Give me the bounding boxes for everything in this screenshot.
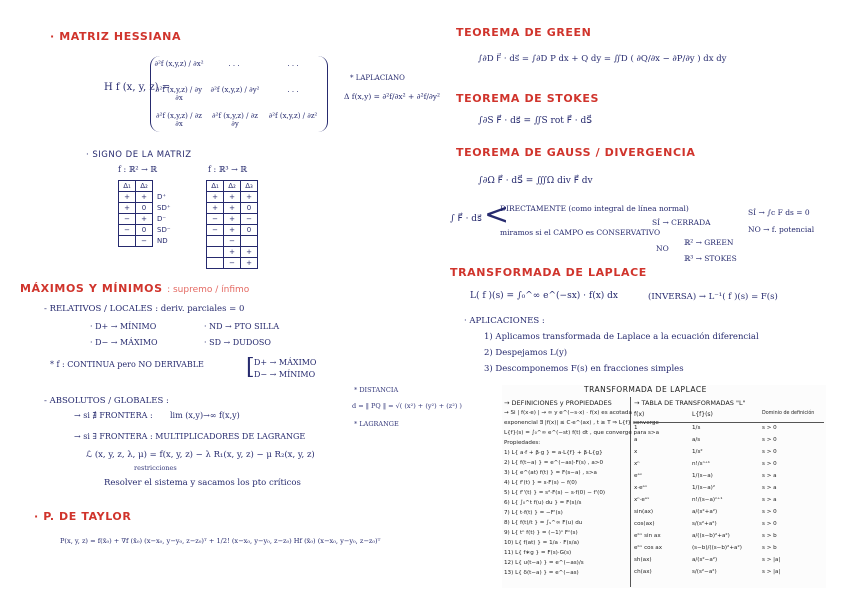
sign-cell: −	[119, 214, 136, 225]
laplace-definition-line: 3) L{ e^(at) f(t) } = F(s−a) , s>a	[504, 470, 597, 476]
sign-header-cell: Δ₁	[207, 181, 224, 192]
sign-cell: −	[136, 236, 153, 247]
laplace-title: TRANSFORMADA DE LAPLACE	[450, 266, 647, 279]
laplace-table-header-rule	[634, 422, 824, 423]
hessiana-m32: ∂²f (x,y,z) / ∂z ∂y	[212, 112, 258, 128]
sign-cell: +	[136, 214, 153, 225]
signo-title: · SIGNO DE LA MATRIZ	[86, 150, 192, 160]
laplace-definition-line: 6) L{ ∫₀^t f(u) du } = F(s)/s	[504, 500, 582, 506]
laplace-table-cell: a/(s²+a²)	[692, 509, 718, 515]
laplace-definition-line: 5) L{ f''(t) } = s²·F(s) − s·f(0) − f'(0)	[504, 490, 606, 496]
laplace-table-cell: sh(ax)	[634, 557, 652, 563]
laplace-table-cell: s > a	[762, 497, 777, 503]
continua-case-2: D− → MÍNIMO	[254, 370, 316, 379]
laplace-definition-line: 1) L{ a·f + β·g } = a·L{f} + β·L{g}	[504, 450, 603, 456]
laplace-table-cell: xⁿ·eᵃˣ	[634, 497, 650, 503]
sign-cell: +	[224, 192, 241, 203]
sign-header-cell: Δ₃	[241, 181, 258, 192]
hessiana-m12: · · ·	[228, 62, 240, 70]
green-formula: ∫∂D F⃗ · ds⃗ = ∫∂D P dx + Q dy = ∬D ( ∂Q/∂x − ∂P/∂y ) dx dy	[478, 54, 727, 64]
laplace-table-cell: s > b	[762, 545, 777, 551]
gauss-no-label: NO	[656, 244, 669, 253]
laplace-table-column-header: L{f}(s)	[692, 411, 713, 418]
maximos-subtitle: : supremo / ínfimo	[167, 285, 250, 295]
laplace-table-cell: cos(ax)	[634, 521, 655, 527]
laplace-table-cell: n!/sⁿ⁺¹	[692, 461, 711, 467]
laplace-definition-line: 11) L{ f∗g } = F(s)·G(s)	[504, 550, 572, 556]
sign-cell: +	[224, 203, 241, 214]
sign-cell	[119, 236, 136, 247]
relativos-d-minus: · D− → MÁXIMO	[90, 338, 158, 347]
signo-r2-label: f : ℝ² → ℝ	[118, 165, 158, 174]
laplace-table-row	[634, 437, 824, 449]
sign-table-row	[207, 225, 258, 236]
laplace-definition-line: 12) L{ u(t−a) } = e^(−as)/s	[504, 560, 584, 566]
laplace-definition-line: Propiedades:	[504, 440, 541, 446]
laplace-table-cell: s > 0	[762, 521, 777, 527]
laplace-definition-line: exponencial ∃ |f(x)| ≤ C·e^(ax) , t ≥ T ⇒ L{f} converge	[504, 420, 659, 426]
laplaciano-label: * LAPLACIANO	[350, 74, 405, 82]
sign-cell: +	[224, 247, 241, 258]
sign-table-row	[119, 203, 184, 214]
laplace-table-cell: sin(ax)	[634, 509, 654, 515]
laplace-definition-line: 13) L{ δ(t−a) } = e^(−as)	[504, 570, 579, 576]
laplace-table-cell: s > b	[762, 533, 777, 539]
sign-table-row	[119, 214, 184, 225]
gauss-si-no: NO → f. potencial	[748, 225, 815, 234]
resolver-line: Resolver el sistema y sacamos los pto críticos	[104, 478, 301, 488]
sign-cell: +	[241, 258, 258, 269]
sign-table-row	[119, 236, 184, 247]
sign-cell: +	[224, 225, 241, 236]
gauss-title: TEOREMA DE GAUSS / DIVERGENCIA	[456, 146, 696, 159]
signo-table-r2	[118, 180, 184, 247]
green-title: TEOREMA DE GREEN	[456, 26, 592, 39]
laplace-table-cell: s > 0	[762, 509, 777, 515]
laplace-definition-line: 8) L{ f(t)/t } = ∫ₛ^∞ F(u) du	[504, 520, 583, 526]
laplace-definition-line: 4) L{ f'(t) } = s·F(s) − f(0)	[504, 480, 577, 486]
laplace-table-cell: s > a	[762, 473, 777, 479]
distancia-formula: d = ‖ PQ ‖ = √( (x²) + (y²) + (z²) )	[352, 402, 462, 410]
laplace-definition-line: → Si | f(x·e) | → ∞ y e^(−s·x) · f(x) es acotada	[504, 410, 632, 416]
laplace-table-cell: eᵃˣ	[634, 473, 643, 479]
sign-cell	[241, 236, 258, 247]
sign-cell: 0	[241, 203, 258, 214]
relativos-d-plus: · D+ → MÍNIMO	[90, 322, 157, 331]
gauss-formula: ∫∂Ω F⃗ · dS⃗ = ∭Ω div F⃗ dv	[478, 176, 593, 186]
taylor-title: · P. DE TAYLOR	[34, 510, 132, 523]
continua-bracket: [	[246, 355, 255, 380]
sign-table-row	[119, 225, 184, 236]
hessiana-m23: · · ·	[287, 88, 299, 96]
sign-header-cell: Δ₂	[136, 181, 153, 192]
hessiana-title: · MATRIZ HESSIANA	[50, 30, 182, 43]
laplace-table-cell: eᵇˣ sin ax	[634, 533, 661, 539]
hessiana-m33: ∂²f (x,y,z) / ∂z²	[268, 112, 318, 120]
laplace-definition-line: L{f}(s) = ∫₀^∞ e^(−st) f(t) dt , que converge para s>a	[504, 430, 660, 436]
laplace-formula: L( f )(s) = ∫₀^∞ e^(−sx) · f(x) dx	[470, 291, 618, 301]
laplace-table-right-header: → TABLA DE TRANSFORMADAS "L"	[634, 399, 746, 407]
laplace-table-cell: s/(s²−a²)	[692, 569, 717, 575]
no-frontera-label: → si ∄ FRONTERA :	[74, 411, 153, 420]
laplace-table-title: TRANSFORMADA DE LAPLACE	[584, 385, 707, 394]
laplace-table-column-header: Dominio de definición	[762, 411, 815, 416]
sign-header-spacer	[153, 181, 184, 192]
sign-table-row	[207, 247, 258, 258]
laplace-step-3: 3) Descomponemos F(s) en fracciones simples	[484, 364, 684, 374]
sign-table-row	[207, 203, 258, 214]
laplace-table-row	[634, 425, 824, 437]
gauss-r2-green: ℝ² → GREEN	[684, 238, 734, 247]
laplace-definition-line: 2) L{ f(t−a) } = e^(−as)·F(s) , a>0	[504, 460, 603, 466]
continua-line: * f : CONTINUA pero NO DERIVABLE	[50, 360, 204, 369]
hessiana-m11: ∂²f (x,y,z) / ∂x²	[154, 60, 204, 68]
continua-case-1: D+ → MÁXIMO	[254, 358, 317, 367]
laplace-table-row	[634, 461, 824, 473]
laplace-table-row	[634, 569, 824, 581]
laplace-table-cell: a/(s²−a²)	[692, 557, 718, 563]
relativos-nd: · ND → PTO SILLA	[204, 322, 280, 331]
maximos-title	[20, 282, 249, 295]
relativos-sd: · SD → DUDOSO	[204, 338, 271, 347]
laplace-table-cell: a/s	[692, 437, 701, 443]
sign-cell: SD⁻	[157, 226, 171, 234]
laplace-table-cell: s/(s²+a²)	[692, 521, 717, 527]
sign-cell: +	[119, 192, 136, 203]
lagrange-note: * LAGRANGE	[354, 420, 399, 428]
laplace-table-row	[634, 557, 824, 569]
sign-cell: +	[119, 203, 136, 214]
laplace-table-cell: s > |a|	[762, 557, 781, 563]
laplace-table-cell: eᵇˣ cos ax	[634, 545, 663, 551]
sign-cell: D⁺	[157, 193, 167, 201]
sign-cell: −	[119, 225, 136, 236]
laplace-table-cell: 1	[634, 425, 638, 431]
laplace-table-cell: s > 0	[762, 425, 777, 431]
absolutos-line: - ABSOLUTOS / GLOBALES :	[44, 396, 169, 406]
gauss-si-yes: SÍ → ∫c F ds = 0	[748, 208, 810, 217]
laplace-table-row	[634, 545, 824, 557]
laplace-table-cell: s > 0	[762, 461, 777, 467]
sign-cell: +	[224, 214, 241, 225]
laplace-table-cell: 1/s²	[692, 449, 703, 455]
laplaciano-formula: Δ f(x,y) = ∂²f/∂x² + ∂²f/∂y²	[344, 92, 440, 101]
hessiana-lhs: H f (x, y, z) =	[104, 82, 171, 93]
laplace-step-1: 1) Aplicamos transformada de Laplace a la ecuación diferencial	[484, 332, 759, 342]
laplace-table-cell: 1/(s−a)	[692, 473, 713, 479]
hessiana-m13: · · ·	[287, 62, 299, 70]
sign-cell: −	[207, 225, 224, 236]
laplace-table-cell: 1/s	[692, 425, 701, 431]
sign-cell	[207, 236, 224, 247]
laplace-definition-line: 9) L{ tⁿ f(t) } = (−1)ⁿ Fⁿ(s)	[504, 530, 578, 536]
hessiana-m31: ∂²f (x,y,z) / ∂z ∂x	[156, 112, 202, 128]
laplace-table-cell: s > a	[762, 485, 777, 491]
laplace-table-row	[634, 509, 824, 521]
distancia-label: * DISTANCIA	[354, 386, 399, 394]
sign-table-row	[207, 192, 258, 203]
gauss-si-label: SÍ → CERRADA	[652, 218, 711, 227]
laplace-table-cell: x	[634, 449, 638, 455]
sign-table-row	[207, 214, 258, 225]
laplace-table-row	[634, 521, 824, 533]
sign-header-cell: Δ₂	[224, 181, 241, 192]
restricciones-note: restricciones	[134, 464, 177, 472]
sign-cell: D⁻	[157, 215, 167, 223]
maximos-title-text: MÁXIMOS Y MÍNIMOS	[20, 282, 163, 295]
laplace-table-cell: (s−b)/((s−b)²+a²)	[692, 545, 742, 551]
sign-cell: +	[241, 192, 258, 203]
sign-cell: 0	[136, 203, 153, 214]
relativos-line: - RELATIVOS / LOCALES : deriv. parciales = 0	[44, 304, 245, 314]
laplace-table-cell: xⁿ	[634, 461, 640, 467]
laplace-table-cell: x·eᵃˣ	[634, 485, 648, 491]
laplace-table-cell: 1/(s−a)²	[692, 485, 716, 491]
laplace-definition-line: 10) L{ f(at) } = 1/a · F(s/a)	[504, 540, 580, 546]
sign-cell: 0	[241, 225, 258, 236]
laplace-table-cell: ch(ax)	[634, 569, 652, 575]
hessiana-m22: ∂²f (x,y,z) / ∂y²	[210, 86, 260, 94]
laplace-table-cell: a	[634, 437, 638, 443]
laplace-table-column-header: f(x)	[634, 411, 645, 418]
sign-cell: +	[207, 192, 224, 203]
laplace-table-rows	[634, 425, 824, 581]
taylor-formula: P(x, y, z) = f(x̄₀) + ∇f (x̄₀) (x−x₀, y−y₀, z−z₀)ᵀ + 1/2! (x−x₀, y−y₀, z−z₀) Hf (x̄₀) (x−x₀, y−y₀, z−z₀)ᵀ	[60, 537, 381, 545]
laplace-table-cell: s > 0	[762, 449, 777, 455]
sign-cell: −	[224, 258, 241, 269]
frontera-line: → si ∃ FRONTERA : MULTIPLICADORES DE LAGRANGE	[74, 432, 306, 441]
sign-table-row	[207, 258, 258, 269]
laplace-table-row	[634, 449, 824, 461]
gauss-brace: <	[484, 197, 510, 232]
laplace-table-cell: s > |a|	[762, 569, 781, 575]
sign-cell	[207, 247, 224, 258]
laplace-table-sheet	[502, 385, 826, 588]
sign-cell: −	[224, 236, 241, 247]
laplace-table-cell: n!/(s−a)ⁿ⁺¹	[692, 497, 723, 503]
laplace-definition-line: 7) L{ t·f(t) } = −F'(s)	[504, 510, 563, 516]
lagrange-formula: ℒ (x, y, z, λ, μ) = f(x, y, z) − λ R₁(x, y, z) − μ R₂(x, y, z)	[86, 450, 315, 460]
gauss-mirar: miramos si el CAMPO es CONSERVATIVO	[500, 228, 661, 237]
sign-cell: +	[207, 203, 224, 214]
sign-cell: −	[241, 214, 258, 225]
laplace-step-2: 2) Despejamos L(y)	[484, 348, 568, 358]
sign-header-cell: Δ₁	[119, 181, 136, 192]
laplace-table-column-headers	[634, 411, 824, 421]
signo-table-r3	[206, 180, 258, 269]
laplace-aplicaciones: · APLICACIONES :	[464, 316, 545, 326]
gauss-r3-stokes: ℝ³ → STOKES	[684, 254, 737, 263]
sign-cell: +	[136, 192, 153, 203]
no-frontera-formula: lim (x,y)→∞ f(x,y)	[170, 411, 240, 420]
stokes-title: TEOREMA DE STOKES	[456, 92, 600, 105]
laplace-table-left-header: → DEFINICIONES y PROPIEDADES	[504, 399, 612, 407]
hessiana-m21: ∂²f (x,y,z) / ∂y ∂x	[155, 86, 203, 102]
stokes-formula: ∫∂S F⃗ · ds⃗ = ∬S rot F⃗ · dS⃗	[478, 116, 592, 126]
sign-table-row	[119, 192, 184, 203]
signo-r3-label: f : ℝ³ → ℝ	[208, 165, 248, 174]
sign-cell: −	[207, 214, 224, 225]
sign-table-row	[207, 236, 258, 247]
laplace-inversa: (INVERSA) → L⁻¹( f )(s) = F(s)	[648, 292, 778, 302]
laplace-table-row	[634, 533, 824, 545]
gauss-integral: ∫ F⃗ · ds⃗	[450, 214, 482, 224]
sign-cell: +	[241, 247, 258, 258]
gauss-directo: DIRECTAMENTE (como integral de línea normal)	[500, 204, 689, 213]
sign-cell	[207, 258, 224, 269]
sign-cell: ND	[157, 237, 168, 245]
sign-cell: SD⁺	[157, 204, 171, 212]
laplace-table-cell: a/((s−b)²+a²)	[692, 533, 730, 539]
sign-cell: 0	[136, 225, 153, 236]
laplace-table-row	[634, 473, 824, 485]
laplace-table-row	[634, 497, 824, 509]
laplace-table-row	[634, 485, 824, 497]
laplace-table-cell: s > 0	[762, 437, 777, 443]
